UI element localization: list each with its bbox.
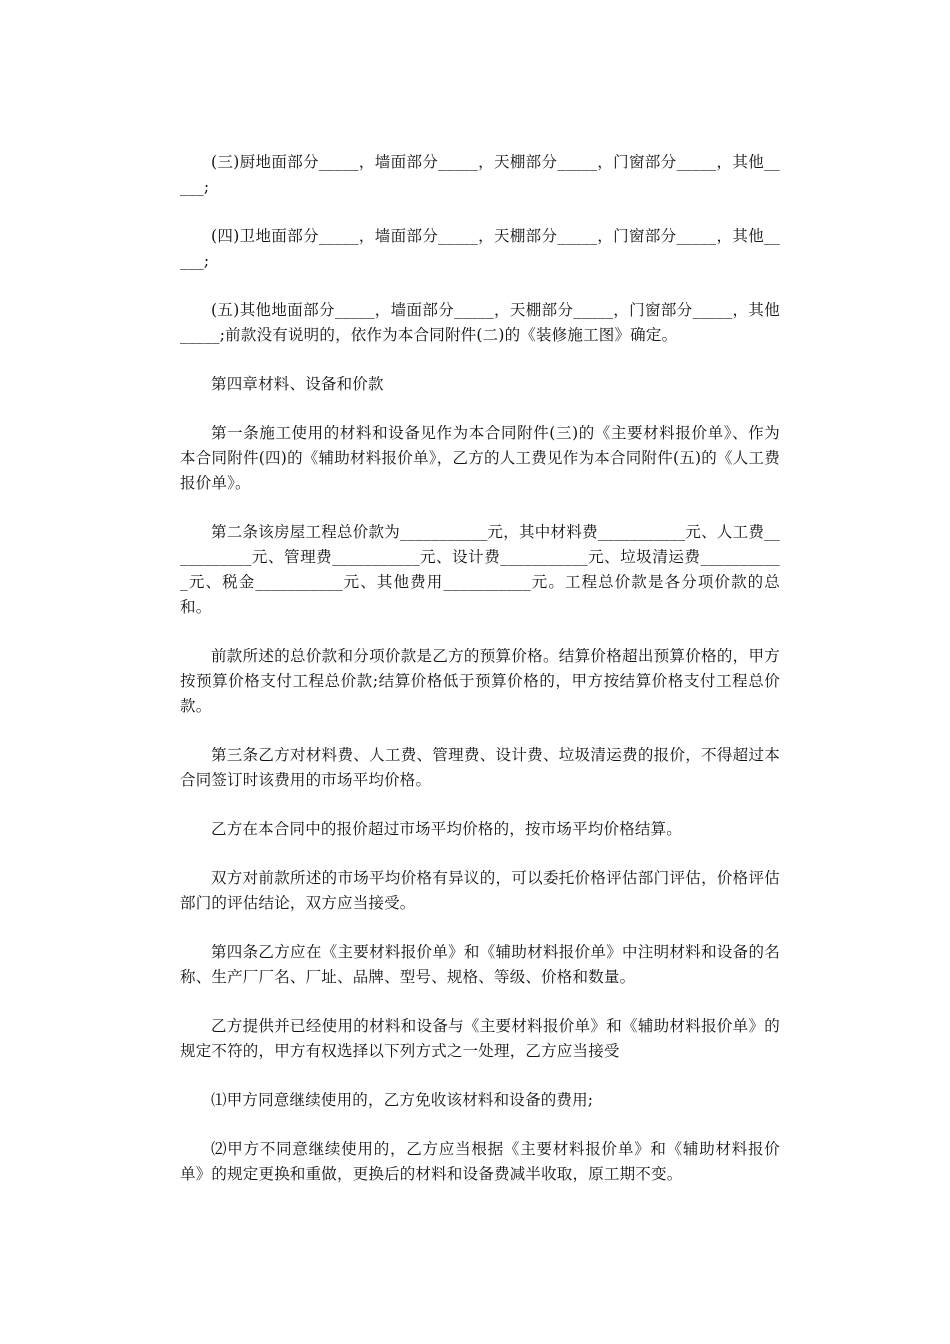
paragraph-price-dispute: 双方对前款所述的市场平均价格有异议的，可以委托价格评估部门评估，价格评估部门的评估结论，双方应当接受。 bbox=[180, 869, 780, 912]
paragraph-article-2: 第二条该房屋工程总价款为___________元，其中材料费___________元、人工费___________元、管理费___________元、设计费___________元、垃圾清运费___________元、税金___________元、其他费用___________元。工程总价款是各分项价款的总和。 bbox=[180, 523, 780, 616]
document-body bbox=[180, 150, 780, 1211]
paragraph-other-areas: (五)其他地面部分_____，墙面部分_____，天棚部分_____，门窗部分_____，其他_____;前款没有说明的，依作为本合同附件(二)的《装修施工图》确定。 bbox=[180, 301, 780, 344]
paragraph-article-3: 第三条乙方对材料费、人工费、管理费、设计费、垃圾清运费的报价，不得超过本合同签订时该费用的市场平均价格。 bbox=[180, 746, 780, 789]
paragraph-article-1: 第一条施工使用的材料和设备见作为本合同附件(三)的《主要材料报价单》、作为本合同附件(四)的《辅助材料报价单》，乙方的人工费见作为本合同附件(五)的《人工费报价单》。 bbox=[180, 424, 780, 492]
paragraph-bathroom: (四)卫地面部分_____，墙面部分_____，天棚部分_____，门窗部分_____，其他_____; bbox=[180, 227, 780, 270]
paragraph-article-4: 第四条乙方应在《主要材料报价单》和《辅助材料报价单》中注明材料和设备的名称、生产厂厂名、厂址、品牌、型号、规格、等级、价格和数量。 bbox=[180, 943, 780, 986]
chapter-heading: 第四章材料、设备和价款 bbox=[211, 375, 384, 393]
paragraph-option-2: ⑵甲方不同意继续使用的，乙方应当根据《主要材料报价单》和《辅助材料报价单》的规定更换和重做，更换后的材料和设备费减半收取，原工期不变。 bbox=[180, 1140, 780, 1183]
paragraph-nonconforming-materials: 乙方提供并已经使用的材料和设备与《主要材料报价单》和《辅助材料报价单》的规定不符的，甲方有权选择以下列方式之一处理，乙方应当接受 bbox=[180, 1017, 780, 1060]
paragraph-market-price: 乙方在本合同中的报价超过市场平均价格的，按市场平均价格结算。 bbox=[211, 820, 683, 838]
paragraph-option-1: ⑴甲方同意继续使用的，乙方免收该材料和设备的费用; bbox=[211, 1091, 594, 1109]
paragraph-budget-price: 前款所述的总价款和分项价款是乙方的预算价格。结算价格超出预算价格的，甲方按预算价格支付工程总价款;结算价格低于预算价格的，甲方按结算价格支付工程总价款。 bbox=[180, 647, 780, 715]
paragraph-kitchen: (三)厨地面部分_____，墙面部分_____，天棚部分_____，门窗部分_____，其他_____; bbox=[180, 153, 780, 196]
